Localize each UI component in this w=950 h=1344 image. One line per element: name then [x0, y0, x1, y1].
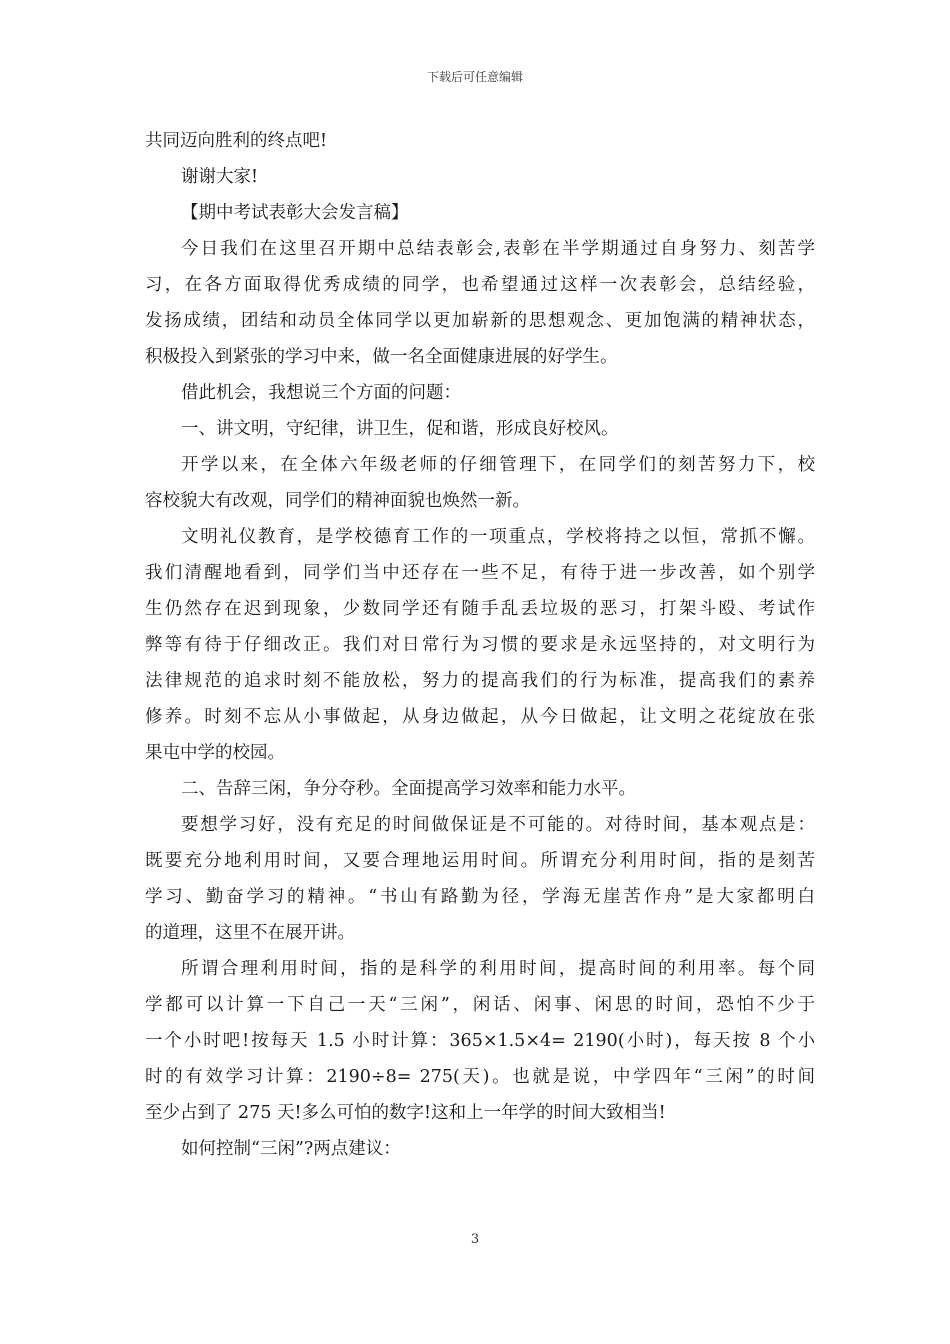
text-line: 生仍然存在迟到现象，少数同学还有随手乱丢垃圾的恶习，打架斗殴、考试作 — [145, 599, 815, 619]
text-line: 时的有效学习计算：2190÷8= 275(天)。也就是说，中学四年“三闲”的时间 — [145, 1067, 815, 1087]
text-line: 借此机会，我想说三个方面的问题： — [181, 383, 461, 403]
text-line: 弊等有待于仔细改正。我们对日常行为习惯的要求是永远坚持的，对文明行为 — [145, 635, 815, 655]
text-line: 习，在各方面取得优秀成绩的同学，也希望通过这样一次表彰会，总结经验， — [145, 275, 815, 295]
text-line: 开学以来，在全体六年级老师的仔细管理下，在同学们的刻苦努力下，校 — [181, 455, 815, 475]
text-line: 谢谢大家! — [181, 167, 259, 187]
text-line: 发扬成绩，团结和动员全体同学以更加崭新的思想观念、更加饱满的精神状态， — [145, 311, 815, 331]
text-line: 【期中考试表彰大会发言稿】 — [181, 203, 409, 223]
text-line: 共同迈向胜利的终点吧! — [145, 131, 328, 151]
text-line: 积极投入到紧张的学习中来，做一名全面健康进展的好学生。 — [145, 347, 618, 367]
text-line: 至少占到了 275 天!多么可怕的数字!这和上一年学的时间大致相当! — [145, 1103, 666, 1123]
page-header: 下载后可任意编辑 — [426, 70, 523, 84]
page-number: 3 — [470, 1232, 480, 1247]
text-line: 文明礼仪教育，是学校德育工作的一项重点，学校将持之以恒，常抓不懈。 — [181, 527, 815, 547]
text-line: 如何控制“三闲”?两点建议： — [181, 1139, 401, 1159]
document-body — [145, 123, 815, 1167]
text-line: 的道理，这里不在展开讲。 — [145, 923, 355, 943]
text-line: 所谓合理利用时间，指的是科学的利用时间，提高时间的利用率。每个同 — [181, 959, 815, 979]
text-line: 今日我们在这里召开期中总结表彰会,表彰在半学期通过自身努力、刻苦学 — [181, 239, 815, 259]
text-line: 容校貌大有改观，同学们的精神面貌也焕然一新。 — [145, 491, 530, 511]
text-line: 果屯中学的校园。 — [145, 743, 285, 763]
text-line: 一个小时吧!按每天 1.5 小时计算：365×1.5×4= 2190(小时)，每天按 8 个小 — [145, 1031, 815, 1051]
text-line: 一、讲文明，守纪律，讲卫生，促和谐，形成良好校风。 — [181, 419, 619, 439]
text-line: 二、告辞三闲，争分夺秒。全面提高学习效率和能力水平。 — [181, 779, 636, 799]
text-line: 学都可以计算一下自己一天“三闲”，闲话、闲事、闲思的时间，恐怕不少于 — [145, 995, 815, 1015]
text-line: 要想学习好，没有充足的时间做保证是不可能的。对待时间，基本观点是： — [181, 815, 815, 835]
text-line: 学习、勤奋学习的精神。“书山有路勤为径，学海无崖苦作舟”是大家都明白 — [145, 887, 815, 907]
text-line: 修养。时刻不忘从小事做起，从身边做起，从今日做起，让文明之花绽放在张 — [145, 707, 815, 727]
text-line: 我们清醒地看到，同学们当中还存在一些不足，有待于进一步改善，如个别学 — [145, 563, 815, 583]
text-line: 法律规范的追求时刻不能放松，努力的提高我们的行为标准，提高我们的素养 — [145, 671, 815, 691]
text-line: 既要充分地利用时间，又要合理地运用时间。所谓充分利用时间，指的是刻苦 — [145, 851, 815, 871]
